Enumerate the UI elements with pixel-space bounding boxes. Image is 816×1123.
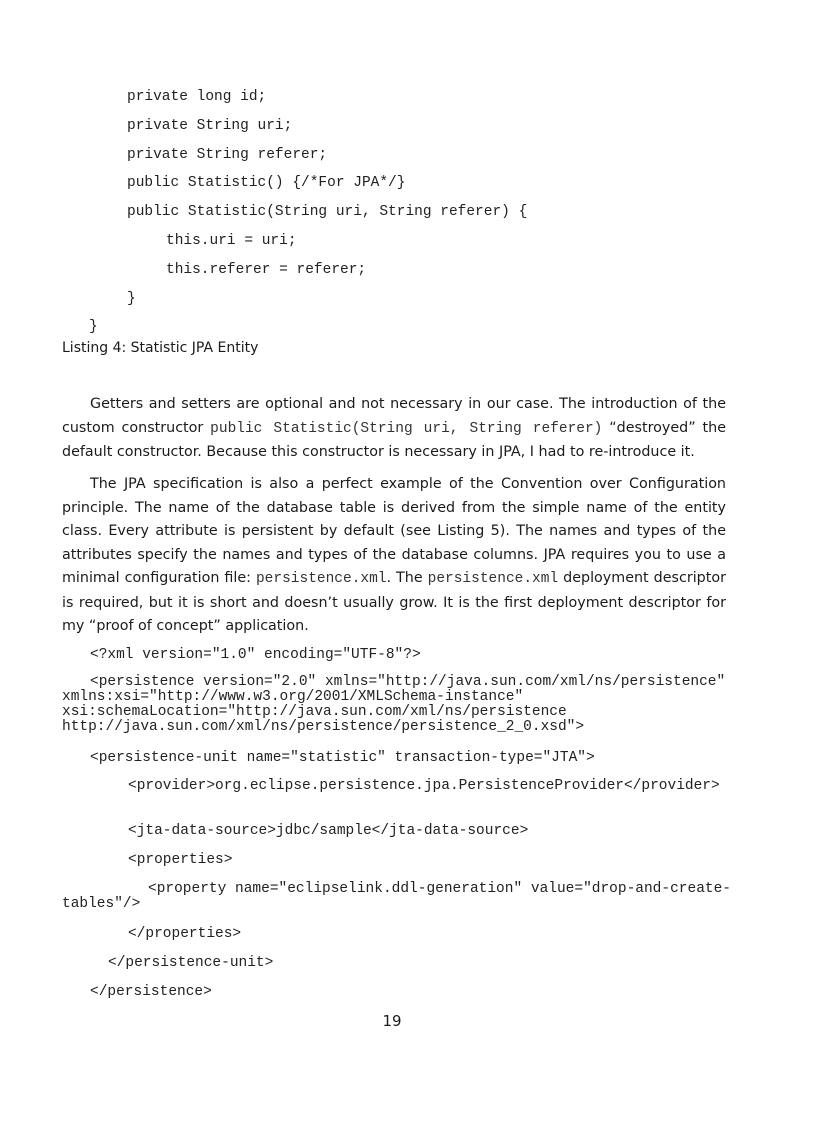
code-line-assign-referer: this.referer = referer; — [166, 262, 367, 278]
xml-declaration: <?xml version="1.0" encoding="UTF-8"?> — [90, 647, 421, 663]
code-line-default-constructor: public Statistic() {/*For JPA*/} — [127, 175, 406, 191]
paragraph-constructor-note — [62, 393, 726, 465]
code-line-constructor-close: } — [127, 291, 136, 307]
inline-code: public Statistic(String uri, String referer) — [210, 420, 603, 437]
xml-property: <property name="eclipselink.ddl-generation" value="drop-and-create-tables"/> — [62, 881, 731, 912]
xml-jta-data-source: <jta-data-source>jdbc/sample</jta-data-source> — [128, 823, 529, 839]
xml-persistence-close: </persistence> — [90, 984, 212, 1000]
paragraph-convention-over-configuration — [62, 473, 726, 639]
code-line-uri-field: private String uri; — [127, 118, 293, 134]
listing-caption: Listing 4: Statistic JPA Entity — [62, 340, 259, 356]
xml-persistence-unit-open: <persistence-unit name="statistic" transaction-type="JTA"> — [90, 750, 595, 766]
xml-provider: <provider>org.eclipse.persistence.jpa.PersistenceProvider</provider> — [128, 778, 720, 794]
xml-persistence-open: <persistence version="2.0" xmlns="http://java.sun.com/xml/ns/persistence" xmlns:xsi="http://www.w3.org/2001/XMLSchema-instance" xsi:schemaLocation="http://java.sun.com/xml/ns/persistence http://java.sun.com/xml/ns/persistence/persistence_2_0.xsd"> — [62, 674, 734, 735]
code-line-referer-field: private String referer; — [127, 147, 328, 163]
xml-properties-open: <properties> — [128, 852, 233, 868]
paragraph-text: The JPA specification is also a perfect example of the Convention over Configuration principle. The name of the database table is derived from the simple name of the entity class. Every attribute is persistent by default (see Listing 5). The names and types of the attributes specify the names and types of the database columns. JPA requires you to use a minimal configuration file: — [62, 476, 726, 586]
page-number: 19 — [382, 1012, 402, 1030]
xml-properties-close: </properties> — [128, 926, 242, 942]
inline-code: persistence.xml — [427, 571, 559, 587]
paragraph-text: deployment descriptor is required, but it is short and doesn’t usually grow. It is the first deployment descriptor for my “proof of concept” application. — [62, 570, 726, 634]
paragraph-text: “destroyed” the default constructor. Because this constructor is necessary in JPA, I had to re-introduce it. — [62, 419, 726, 460]
code-line-assign-uri: this.uri = uri; — [166, 233, 297, 249]
code-line-class-close: } — [89, 319, 98, 335]
paragraph-text: . The — [386, 570, 428, 586]
code-line-id-field: private long id; — [127, 89, 267, 105]
code-line-custom-constructor: public Statistic(String uri, String referer) { — [127, 204, 528, 220]
xml-persistence-unit-close: </persistence-unit> — [108, 955, 274, 971]
paragraph-text: Getters and setters are optional and not necessary in our case. The introduction of the custom constructor — [62, 396, 726, 436]
inline-code: persistence.xml — [255, 571, 387, 587]
